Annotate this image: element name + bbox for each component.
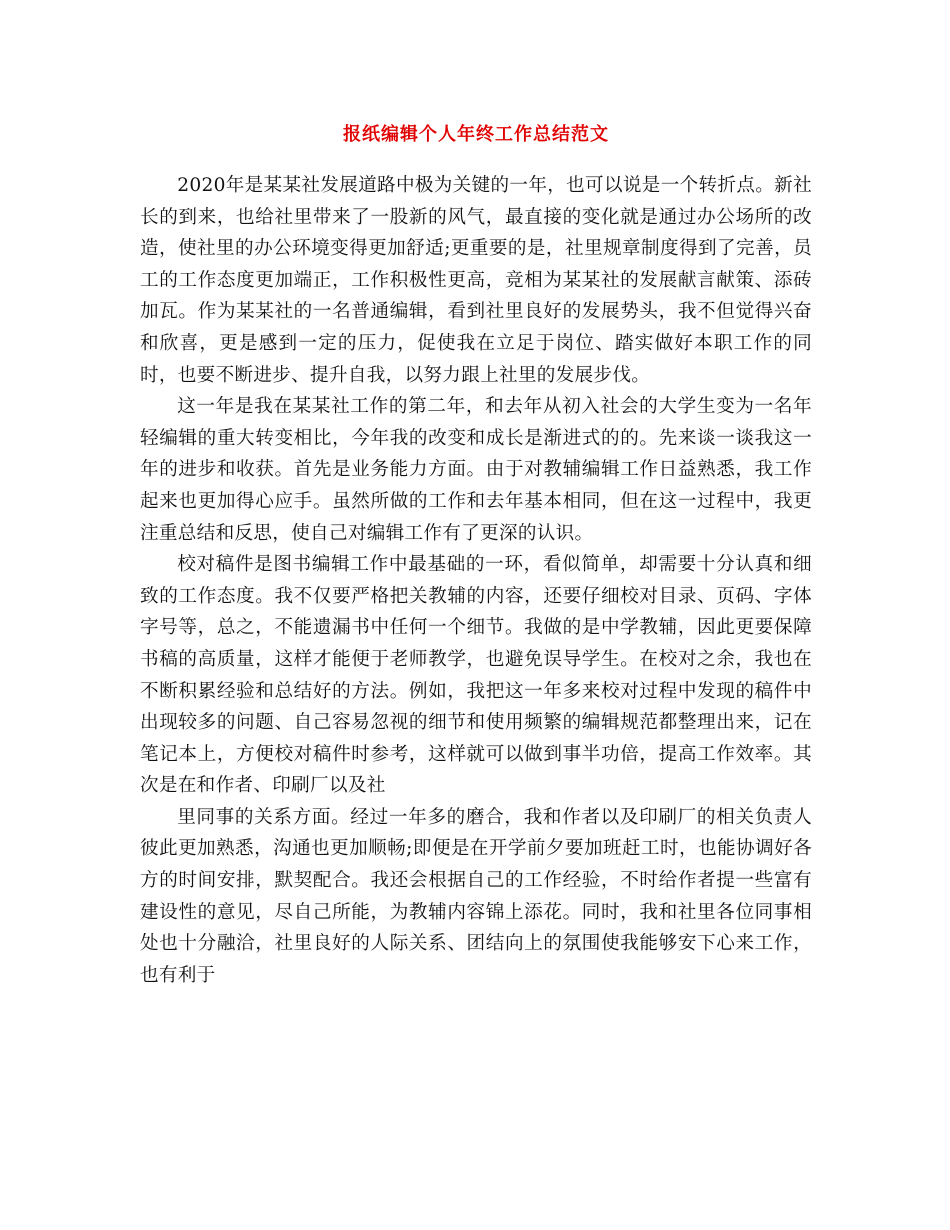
- document-title: 报纸编辑个人年终工作总结范文: [343, 124, 609, 145]
- paragraph-4: 里同事的关系方面。经过一年多的磨合，我和作者以及印刷厂的相关负责人彼此更加熟悉，沟通也更加顺畅;即便是在开学前夕要加班赶工时，也能协调好各方的时间安排，默契配合。我还会根据自己的工作经验，不时给作者提一些富有建设性的意见，尽自己所能，为教辅内容锦上添花。同时，我和社里各位同事相处也十分融洽，社里良好的人际关系、团结向上的氛围使我能够安下心来工作，也有利于: [140, 806, 812, 986]
- paragraph-1: 2020年是某某社发展道路中极为关键的一年，也可以说是一个转折点。新社长的到来，也给社里带来了一股新的风气，最直接的变化就是通过办公场所的改造，使社里的办公环境变得更加舒适;更重要的是，社里规章制度得到了完善，员工的工作态度更加端正，工作积极性更高，竞相为某某社的发展献言献策、添砖加瓦。作为某某社的一名普通编辑，看到社里良好的发展势头，我不但觉得兴奋和欣喜，更是感到一定的压力，促使我在立足于岗位、踏实做好本职工作的同时，也要不断进步、提升自我，以努力跟上社里的发展步伐。: [140, 175, 812, 386]
- paragraph-3: 校对稿件是图书编辑工作中最基础的一环，看似简单，却需要十分认真和细致的工作态度。我不仅要严格把关教辅的内容，还要仔细校对目录、页码、字体字号等，总之，不能遗漏书中任何一个细节。我做的是中学教辅，因此更要保障书稿的高质量，这样才能便于老师教学，也避免误导学生。在校对之余，我也在不断积累经验和总结好的方法。例如，我把这一年多来校对过程中发现的稿件中出现较多的问题、自己容易忽视的细节和使用频繁的编辑规范都整理出来，记在笔记本上，方便校对稿件时参考，这样就可以做到事半功倍，提高工作效率。其次是在和作者、印刷厂以及社: [140, 554, 812, 797]
- document-page: [140, 120, 812, 991]
- paragraph-2: 这一年是我在某某社工作的第二年，和去年从初入社会的大学生变为一名年轻编辑的重大转变相比，今年我的改变和成长是渐进式的的。先来谈一谈我这一年的进步和收获。首先是业务能力方面。由于对教辅编辑工作日益熟悉，我工作起来也更加得心应手。虽然所做的工作和去年基本相同，但在这一过程中，我更注重总结和反思，使自己对编辑工作有了更深的认识。: [140, 396, 812, 544]
